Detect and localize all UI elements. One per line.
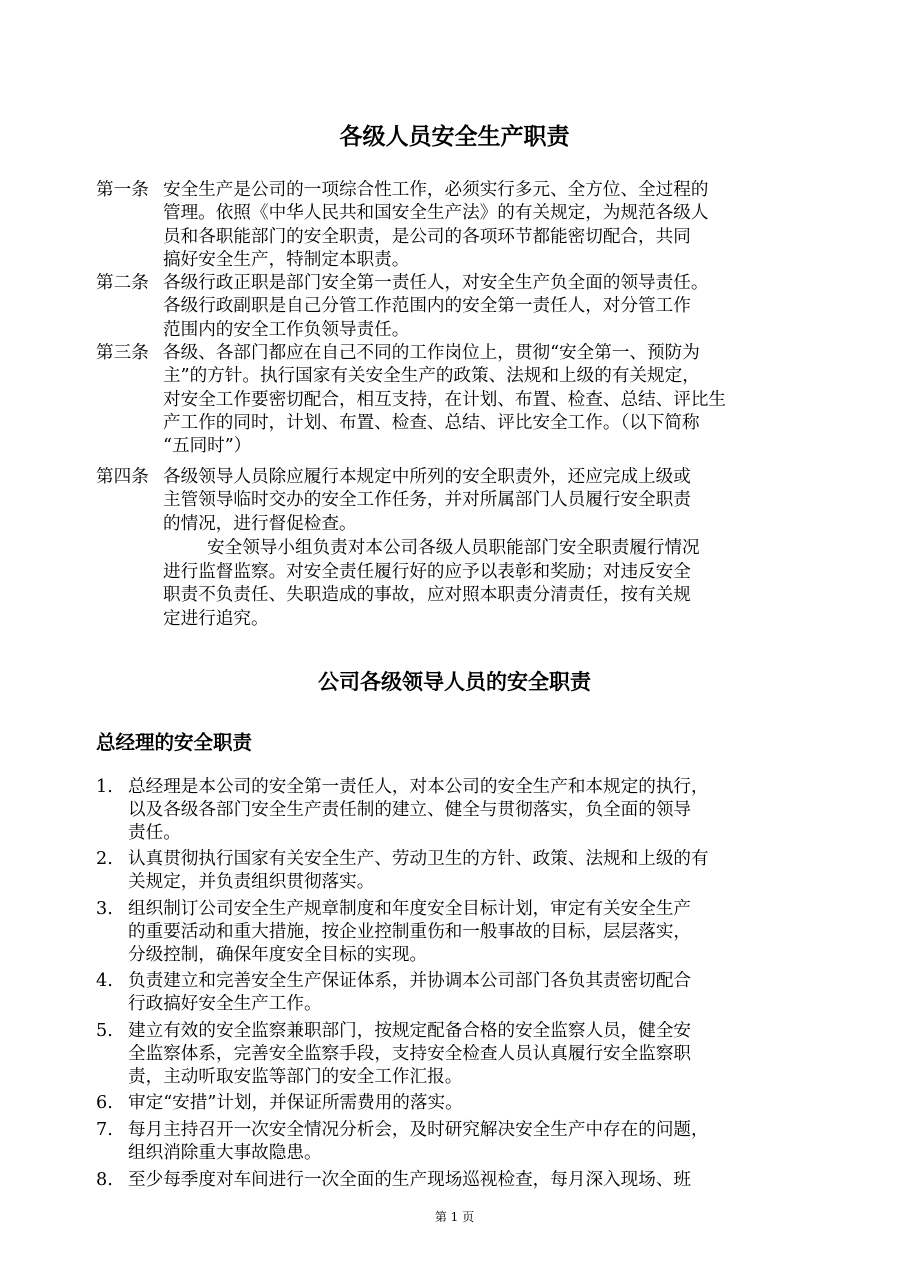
article-line: 产工作的同时，计划、布置、检查、总结、评比安全工作。（以下简称 <box>163 412 700 433</box>
article-line: 管理。依照《中华人民共和国安全生产法》的有关规定，为规范各级人 <box>163 203 709 224</box>
item-line: 关规定，并负责组织贯彻落实。 <box>128 872 375 893</box>
list-item <box>96 1020 836 1088</box>
item-line: 认真贯彻执行国家有关安全生产、劳动卫生的方针、政策、法规和上级的有 <box>128 849 709 870</box>
document-title: 各级人员安全生产职责 <box>339 124 570 150</box>
article-text <box>163 179 826 272</box>
item-number: 8. <box>96 1169 113 1190</box>
article-line: 安全生产是公司的一项综合性工作，必须实行多元、全方位、全过程的 <box>163 180 709 200</box>
item-line: 以及各级各部门安全生产责任制的建立、健全与贯彻落实，负全面的领导 <box>128 799 692 820</box>
item-number: 6. <box>96 1093 113 1114</box>
article-line: 各级、各部门都应在自己不同的工作岗位上，贯彻“安全第一、预防为 <box>163 343 700 363</box>
article-line: 范围内的安全工作负领导责任。 <box>163 319 410 340</box>
article-line: 各级行政正职是部门安全第一责任人，对安全生产负全面的领导责任。 <box>163 273 709 293</box>
article-line: 员和各职能部门的安全职责，是公司的各项环节都能密切配合，共同 <box>163 226 691 247</box>
paragraph-line: 定进行追究。 <box>163 608 269 629</box>
item-line: 组织制订公司安全生产规章制度和年度安全目标计划，审定有关安全生产 <box>128 898 692 919</box>
list-item <box>96 970 836 1016</box>
article-line: 的情况，进行督促检查。 <box>163 513 357 534</box>
item-line: 组织消除重大事故隐患。 <box>128 1142 322 1163</box>
item-line: 至少每季度对车间进行一次全面的生产现场巡视检查，每月深入现场、班 <box>128 1169 692 1190</box>
article-line: 主”的方针。执行国家有关安全生产的政策、法规和上级的有关规定， <box>163 366 700 387</box>
article-number: 第二条 <box>96 273 149 293</box>
item-line: 责，主动听取安监等部门的安全工作汇报。 <box>128 1066 463 1087</box>
page-footer: 第 1 页 <box>434 1210 475 1224</box>
duty-list <box>96 776 836 1196</box>
item-number: 3. <box>96 898 113 919</box>
article-text <box>163 342 826 458</box>
paragraph-line: 职责不负责任、失职造成的事故，应对照本职责分清责任，按有关规 <box>163 585 691 605</box>
subsection-title: 总经理的安全职责 <box>96 731 253 754</box>
article-text <box>163 272 826 342</box>
item-line: 的重要活动和重大措施，按企业控制重伤和一般事故的目标，层层落实， <box>128 921 692 942</box>
item-line: 每月主持召开一次安全情况分析会，及时研究解决安全生产中存在的问题， <box>128 1120 709 1141</box>
article-line: 主管领导临时交办的安全工作任务，并对所属部门人员履行安全职责 <box>163 490 691 511</box>
article-number: 第一条 <box>96 180 149 200</box>
paragraph-line: 进行监督监察。对安全责任履行好的应予以表彰和奖励；对违反安全 <box>163 561 691 582</box>
item-line: 审定“安措”计划，并保证所需费用的落实。 <box>128 1093 463 1114</box>
item-number: 1. <box>96 777 113 797</box>
article-line: 对安全工作要密切配合，相互支持，在计划、布置、检查、总结、评比生 <box>163 389 727 410</box>
article-2 <box>96 272 826 342</box>
item-number: 2. <box>96 849 113 870</box>
section-title: 公司各级领导人员的安全职责 <box>318 670 591 694</box>
item-line: 责任。 <box>128 822 181 843</box>
list-item <box>96 848 836 894</box>
item-line: 分级控制，确保年度安全目标的实现。 <box>128 944 428 965</box>
item-number: 7. <box>96 1120 113 1141</box>
item-number: 4. <box>96 971 113 992</box>
article-3 <box>96 342 826 458</box>
item-line: 行政搞好安全生产工作。 <box>128 994 322 1015</box>
article-number: 第三条 <box>96 343 149 363</box>
article-number: 第四条 <box>96 467 149 487</box>
paragraph-line: 安全领导小组负责对本公司各级人员职能部门安全职责履行情况 <box>207 538 700 558</box>
list-item <box>96 1092 836 1115</box>
list-item <box>96 1169 836 1192</box>
article-1 <box>96 179 826 272</box>
item-line: 总经理是本公司的安全第一责任人，对本公司的安全生产和本规定的执行， <box>128 777 709 797</box>
item-number: 5. <box>96 1020 113 1041</box>
article-line: 搞好安全生产，特制定本职责。 <box>163 249 410 270</box>
list-item <box>96 1119 836 1165</box>
supervision-paragraph <box>163 537 700 631</box>
item-line: 全监察体系，完善安全监察手段，支持安全检查人员认真履行安全监察职 <box>128 1043 692 1064</box>
article-text <box>163 466 826 536</box>
list-item <box>96 898 836 966</box>
item-line: 建立有效的安全监察兼职部门，按规定配备合格的安全监察人员，健全安 <box>128 1020 692 1041</box>
article-4 <box>96 466 826 536</box>
article-line: 各级领导人员除应履行本规定中所列的安全职责外，还应完成上级或 <box>163 467 691 487</box>
article-line: “五同时”） <box>163 436 252 457</box>
list-item <box>96 776 836 844</box>
article-line: 各级行政副职是自己分管工作范围内的安全第一责任人，对分管工作 <box>163 296 691 317</box>
item-line: 负责建立和完善安全生产保证体系，并协调本公司部门各负其责密切配合 <box>128 971 692 992</box>
